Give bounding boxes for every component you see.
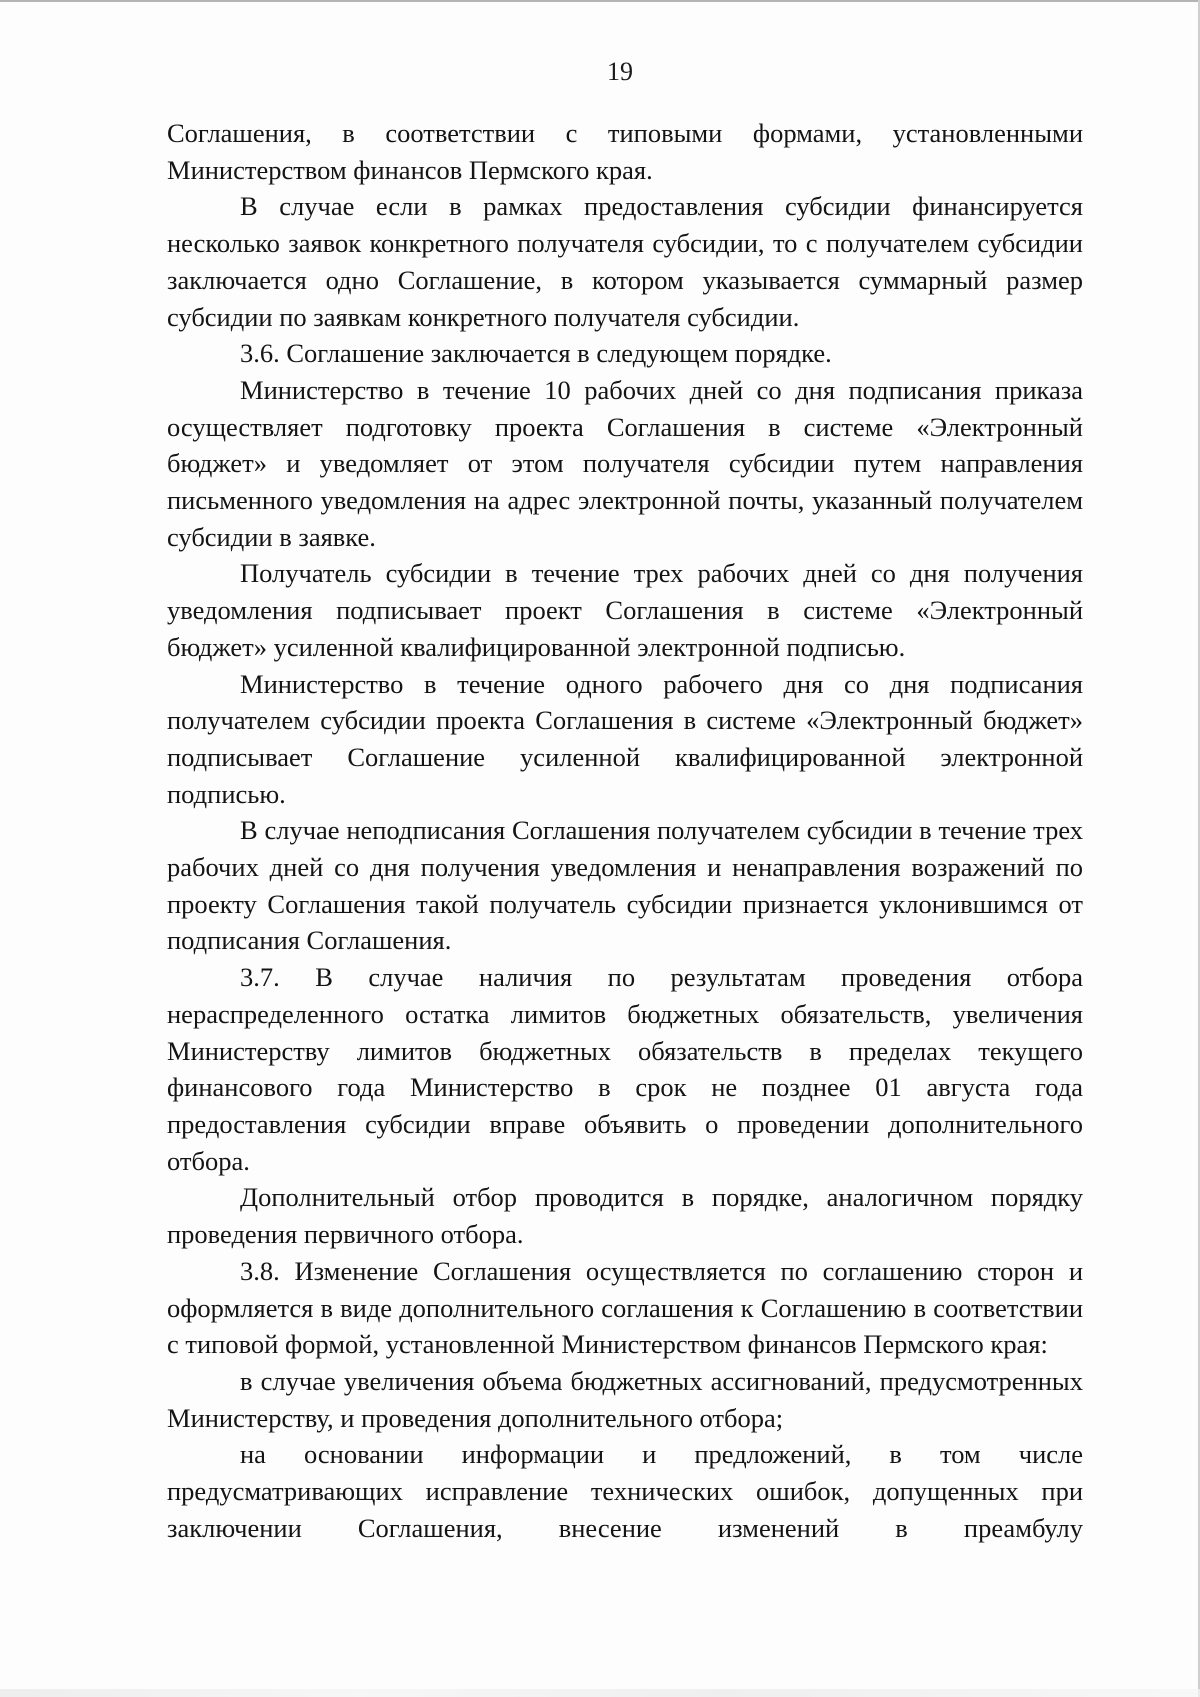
scan-top-edge	[0, 0, 1200, 2]
paragraph-clause-3-8: 3.8. Изменение Соглашения осуществляется по соглашению сторон и оформляется в виде дополнительного соглашения к Соглашению в соответствии с типовой формой, установленной Министерством финансов Пермского края:	[167, 1255, 1083, 1360]
list-item: в случае увеличения объема бюджетных ассигнований, предусмотренных Министерству, и проведения дополнительного отбора;	[167, 1365, 1083, 1433]
paragraph: В случае неподписания Соглашения получателем субсидии в течение трех рабочих дней со дня получения уведомления и ненаправления возражений по проекту Соглашения такой получатель субсидии признается уклонившимся от подписания Соглашения.	[167, 815, 1083, 956]
document-body	[167, 115, 1083, 1546]
paragraph-clause-3-7: 3.7. В случае наличия по результатам проведения отбора нераспределенного остатка лимитов бюджетных обязательств, увеличения Министерству лимитов бюджетных обязательств в пределах текущего финансового года Министерство в срок не позднее 01 августа года предоставления субсидии вправе объявить о проведении дополнительного отбора.	[167, 962, 1083, 1176]
paragraph-continuation: Соглашения, в соответствии с типовыми формами, установленными Министерством финансов Пермского края.	[167, 118, 1083, 185]
paragraph: В случае если в рамках предоставления субсидии финансируется несколько заявок конкретного получателя субсидии, то с получателем субсидии заключается одно Соглашение, в котором указывается суммарный размер субсидии по заявкам конкретного получателя субсидии.	[167, 191, 1083, 332]
paragraph: Министерство в течение одного рабочего дня со дня подписания получателем субсидии проекта Соглашения в системе «Электронный бюджет» подписывает Соглашение усиленной квалифицированной электронной подписью.	[167, 668, 1083, 809]
list-item: на основании информации и предложений, в том числе предусматривающих исправление технических ошибок, допущенных при заключении Соглашения, внесение изменений в преамбулу	[167, 1439, 1083, 1543]
paragraph: Министерство в течение 10 рабочих дней со дня подписания приказа осуществляет подготовку проекта Соглашения в системе «Электронный бюджет» и уведомляет от этом получателя субсидии путем направления письменного уведомления на адрес электронной почты, указанный получателем субсидии в заявке.	[167, 374, 1083, 552]
paragraph-clause-3-6: 3.6. Соглашение заключается в следующем порядке.	[240, 338, 832, 369]
scan-bottom-edge	[0, 1689, 1200, 1697]
paragraph: Получатель субсидии в течение трех рабочих дней со дня получения уведомления подписывает проект Соглашения в системе «Электронный бюджет» усиленной квалифицированной электронной подписью.	[167, 558, 1083, 662]
page-number: 19	[607, 57, 633, 86]
paragraph: Дополнительный отбор проводится в порядке, аналогичном порядку проведения первичного отбора.	[167, 1182, 1083, 1250]
